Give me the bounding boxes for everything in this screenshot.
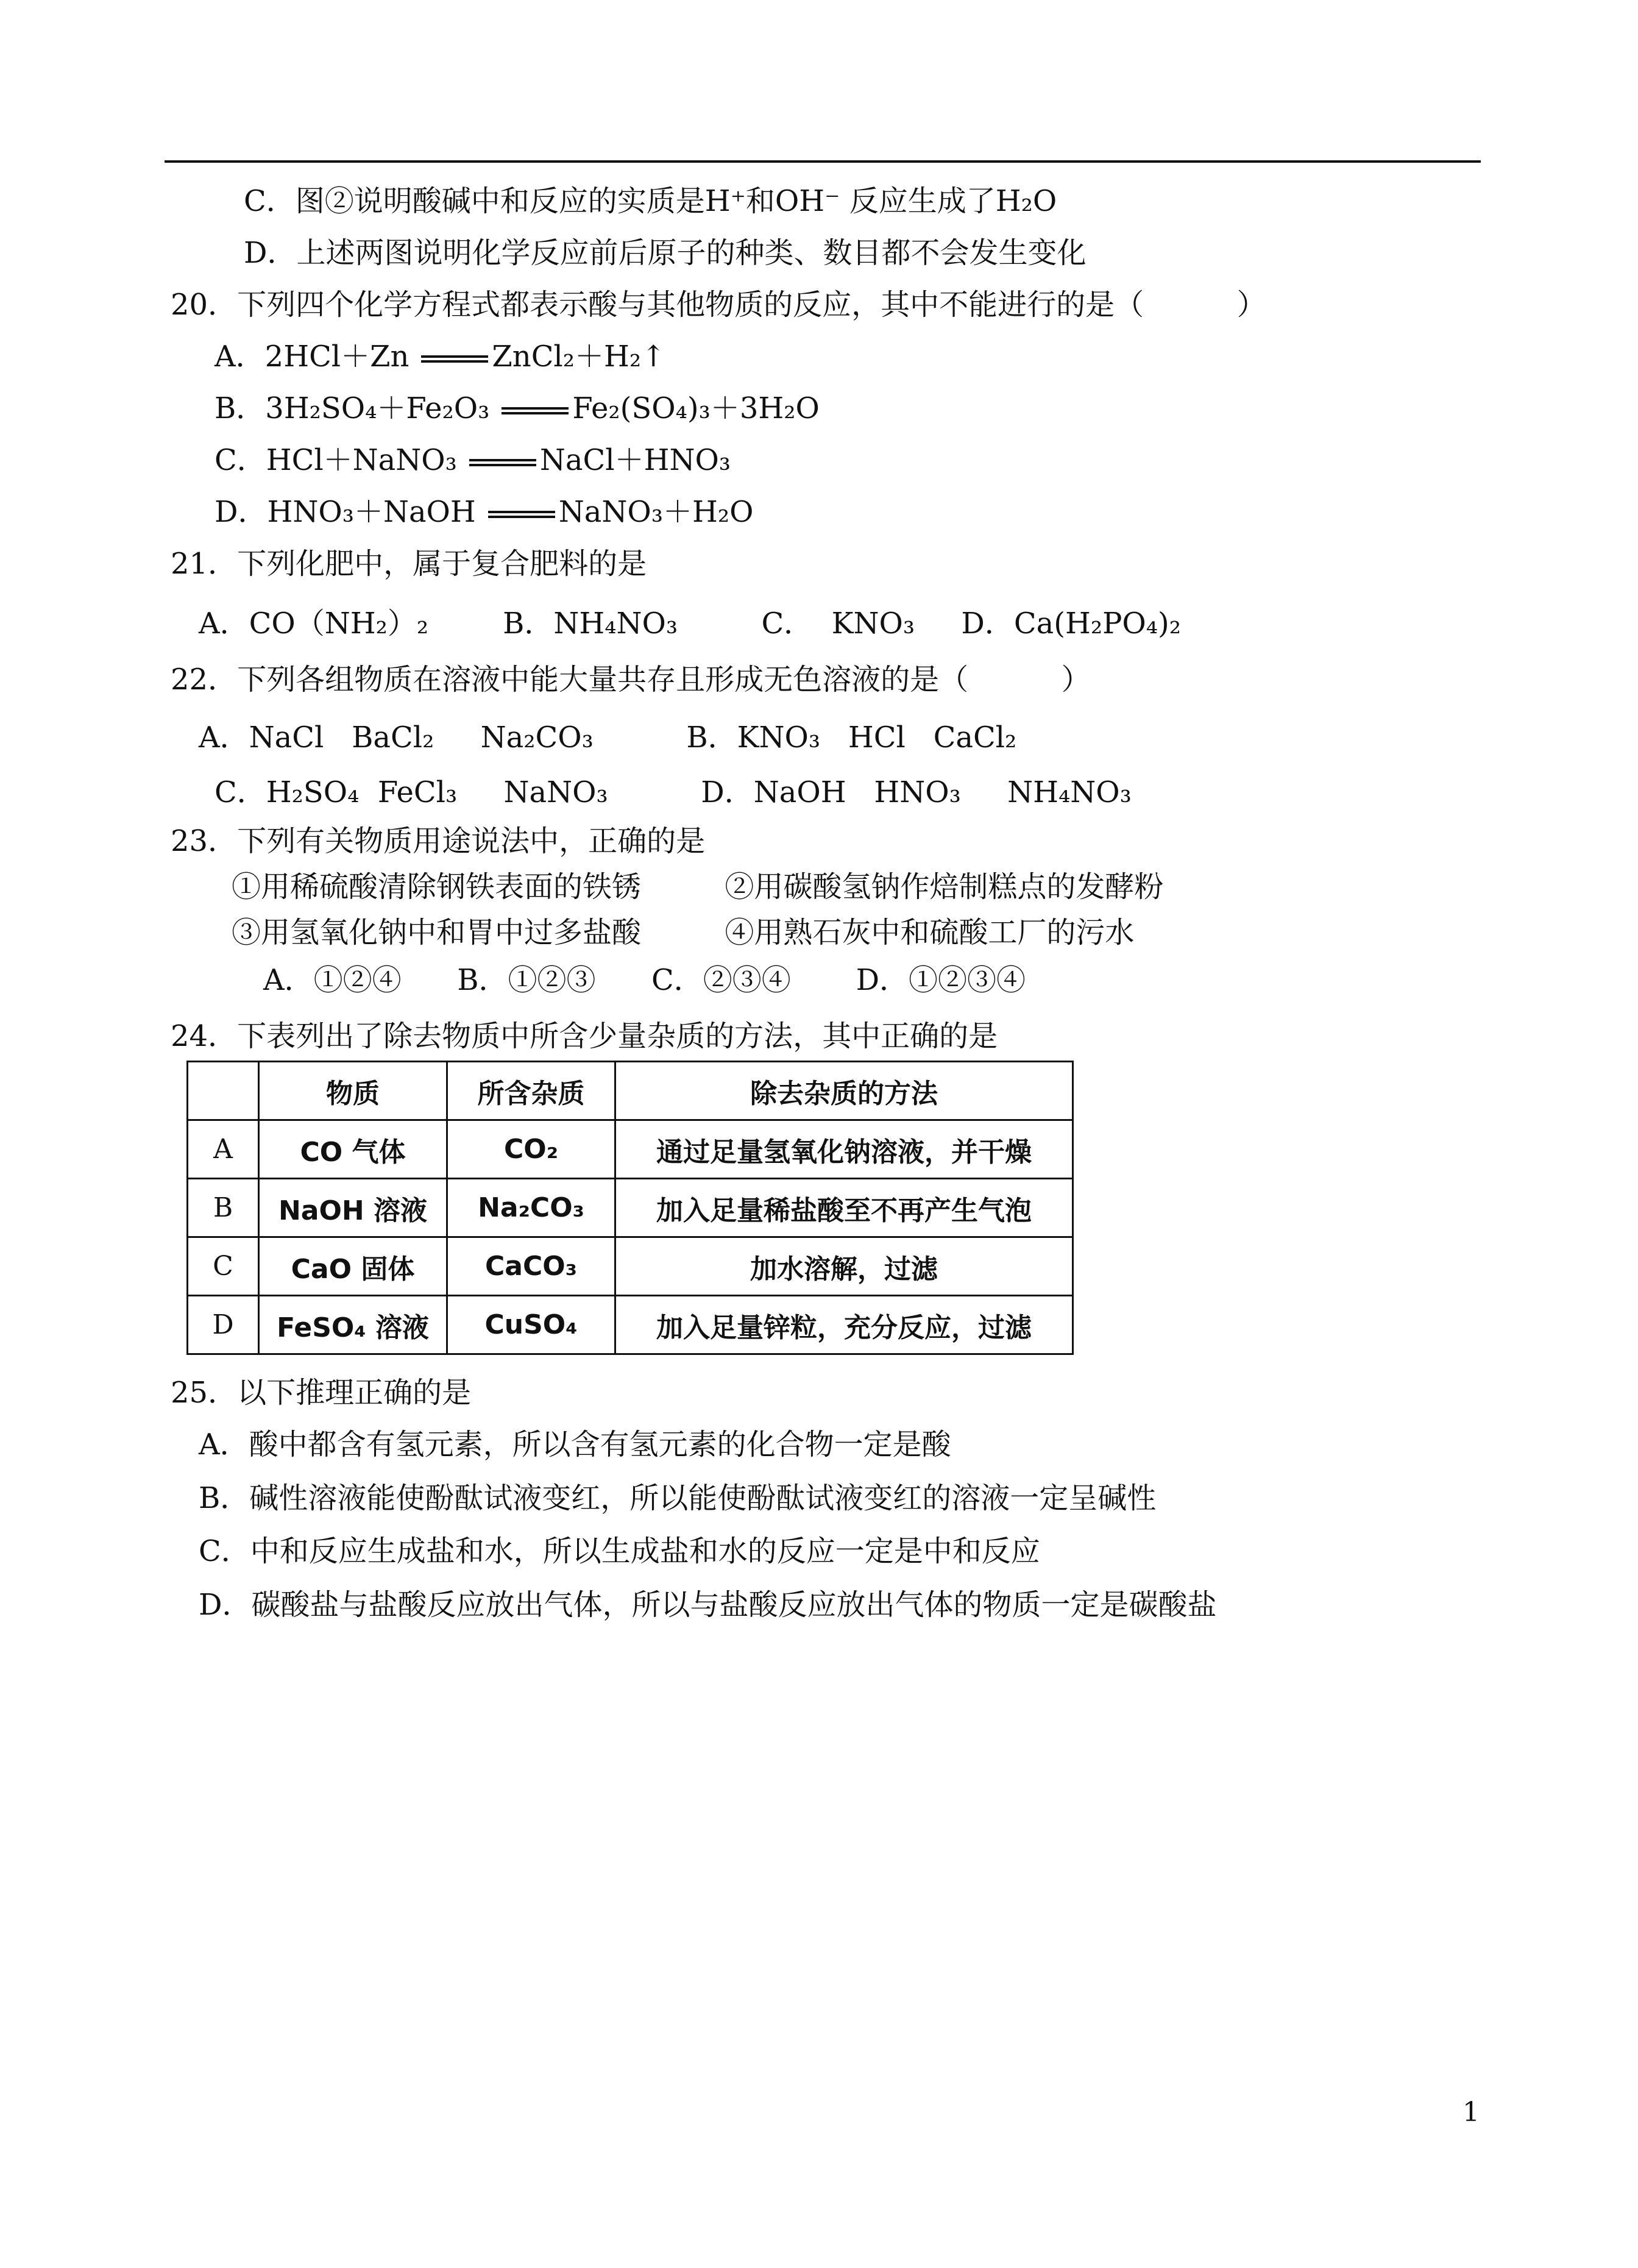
equals-sign-icon: [421, 344, 488, 374]
q20a-reactants: A．2HCl＋Zn: [214, 339, 410, 374]
q20d-products: NaNO₃＋H₂O: [558, 495, 754, 529]
table-cell: CO₂: [447, 1120, 615, 1179]
q20a-products: ZnCl₂＋H₂↑: [492, 339, 666, 374]
q23-options: A．①②④ B．①②③ C．②③④ D．①②③④: [263, 963, 1026, 997]
q20c-reactants: C．HCl＋NaNO₃: [214, 443, 457, 477]
q20c-products: NaCl＋HNO₃: [539, 443, 731, 477]
q21-options: A．CO（NH₂）₂ B．NH₄NO₃ C． KNO₃ D．Ca(H₂PO₄)₂: [199, 606, 1181, 641]
equals-sign-icon: [469, 448, 536, 477]
table-header-row: [188, 1062, 1073, 1120]
q25-option-d: D．碳酸盐与盐酸反应放出气体，所以与盐酸反应放出气体的物质一定是碳酸盐: [199, 1588, 1217, 1622]
table-cell: C: [188, 1237, 259, 1296]
q25-option-a: A．酸中都含有氢元素，所以含有氢元素的化合物一定是酸: [199, 1427, 951, 1462]
q23-items-1-2: ①用稀硫酸清除钢铁表面的铁锈 ②用碳酸氢钠作焙制糕点的发酵粉: [232, 870, 1164, 904]
q21-stem: 21．下列化肥中，属于复合肥料的是: [171, 547, 647, 581]
table-cell: CaCO₃: [447, 1237, 615, 1296]
equals-sign-icon: [488, 500, 555, 529]
table-header-cell: 除去杂质的方法: [615, 1062, 1073, 1120]
q20b-reactants: B．3H₂SO₄＋Fe₂O₃: [214, 391, 490, 425]
q25-stem: 25．以下推理正确的是: [171, 1376, 472, 1410]
table-header-cell: [188, 1062, 259, 1120]
table-row: [188, 1237, 1073, 1296]
table-cell: B: [188, 1179, 259, 1237]
table-cell: 加入足量锌粒，充分反应，过滤: [615, 1296, 1073, 1354]
q25-option-c: C．中和反应生成盐和水，所以生成盐和水的反应一定是中和反应: [199, 1534, 1040, 1568]
q19-option-c: C．图②说明酸碱中和反应的实质是H⁺和OH⁻ 反应生成了H₂O: [244, 184, 1057, 218]
table-cell: CO 气体: [259, 1120, 447, 1179]
table-cell: 通过足量氢氧化钠溶液，并干燥: [615, 1120, 1073, 1179]
table-cell: 加入足量稀盐酸至不再产生气泡: [615, 1179, 1073, 1237]
q20-stem: 20．下列四个化学方程式都表示酸与其他物质的反应，其中不能进行的是（ ）: [171, 288, 1266, 322]
q20-option-d: [214, 494, 753, 530]
table-cell: CaO 固体: [259, 1237, 447, 1296]
table-cell: CuSO₄: [447, 1296, 615, 1354]
q20-option-b: [214, 390, 820, 427]
table-header-cell: 所含杂质: [447, 1062, 615, 1120]
q20-option-a: [214, 338, 665, 375]
q20b-products: Fe₂(SO₄)₃＋3H₂O: [572, 391, 820, 425]
table-cell: FeSO₄ 溶液: [259, 1296, 447, 1354]
table-cell: 加水溶解，过滤: [615, 1237, 1073, 1296]
q25-option-b: B．碱性溶液能使酚酞试液变红，所以能使酚酞试液变红的溶液一定呈碱性: [199, 1481, 1157, 1515]
header-rule: [165, 160, 1481, 163]
q20-option-c: [214, 442, 731, 478]
q22-options-cd: C．H₂SO₄ FeCl₃ NaNO₃ D．NaOH HNO₃ NH₄NO₃: [214, 775, 1132, 809]
table-cell: Na₂CO₃: [447, 1179, 615, 1237]
table-cell: NaOH 溶液: [259, 1179, 447, 1237]
impurity-removal-table: [186, 1061, 1074, 1355]
q23-stem: 23．下列有关物质用途说法中，正确的是: [171, 824, 706, 858]
q22-options-ab: A．NaCl BaCl₂ Na₂CO₃ B．KNO₃ HCl CaCl₂: [199, 720, 1017, 755]
table-cell: D: [188, 1296, 259, 1354]
table-header-cell: 物质: [259, 1062, 447, 1120]
q22-stem: 22．下列各组物质在溶液中能大量共存且形成无色溶液的是（ ）: [171, 663, 1091, 697]
table-row: [188, 1120, 1073, 1179]
q23-items-3-4: ③用氢氧化钠中和胃中过多盐酸 ④用熟石灰中和硫酸工厂的污水: [232, 915, 1135, 950]
q24-stem: 24．下表列出了除去物质中所含少量杂质的方法，其中正确的是: [171, 1019, 998, 1053]
table-cell: A: [188, 1120, 259, 1179]
q19-option-d: D．上述两图说明化学反应前后原子的种类、数目都不会发生变化: [244, 236, 1087, 270]
q20d-reactants: D．HNO₃＋NaOH: [214, 495, 476, 529]
table-row: [188, 1179, 1073, 1237]
equals-sign-icon: [502, 396, 569, 425]
page-number: 1: [1462, 2097, 1480, 2128]
table-row: [188, 1296, 1073, 1354]
